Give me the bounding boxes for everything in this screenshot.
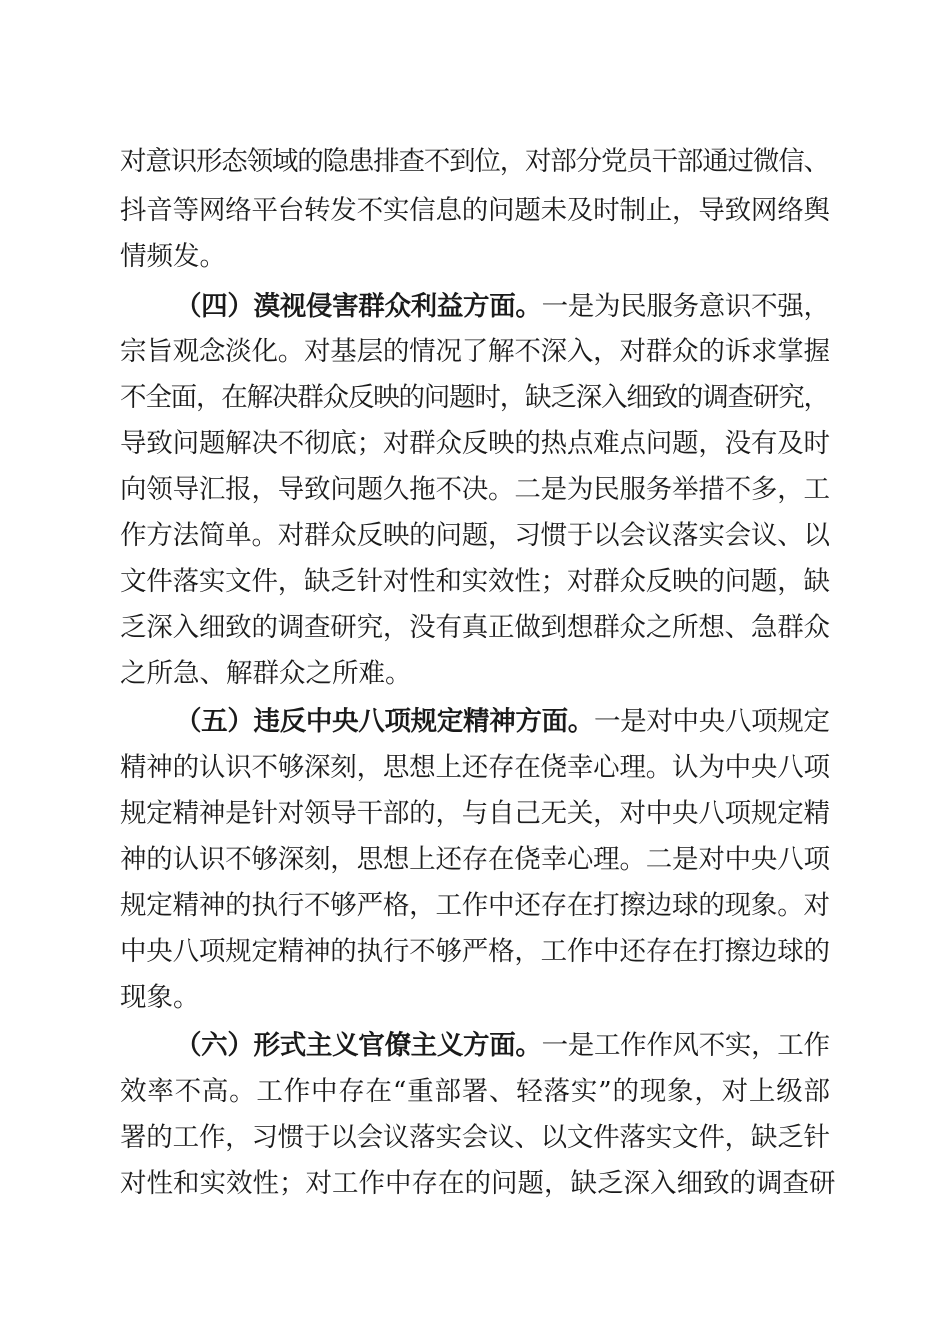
text-line xyxy=(120,378,829,418)
text-line xyxy=(120,932,830,972)
text-line xyxy=(120,332,830,372)
text-line xyxy=(120,191,830,231)
text-line xyxy=(120,886,830,926)
text-segment: 对意识形态领域的隐患排查不到位，对部分党员干部通过微信、 xyxy=(120,146,829,177)
section-heading: （四）漠视侵害群众利益方面。 xyxy=(175,291,542,322)
text-line xyxy=(175,287,830,327)
text-segment: 精神的认识不够深刻，思想上还存在侥幸心理。认为中央八项 xyxy=(120,752,830,783)
text-segment: 乏深入细致的调查研究，没有真正做到想群众之所想、急群众 xyxy=(120,612,830,643)
text-segment: 规定精神的执行不够严格，工作中还存在打擦边球的现象。对 xyxy=(120,890,830,921)
text-segment: 一是工作作风不实，工作 xyxy=(541,1030,830,1061)
text-line xyxy=(120,562,830,602)
text-line xyxy=(120,1072,831,1112)
text-line xyxy=(120,978,200,1018)
text-segment: 神的认识不够深刻，思想上还存在侥幸心理。二是对中央八项 xyxy=(120,844,830,875)
text-line xyxy=(120,470,830,510)
text-line xyxy=(175,702,830,742)
text-segment: 作方法简单。对群众反映的问题，习惯于以会议落实会议、以 xyxy=(120,520,830,551)
text-line xyxy=(120,654,412,694)
text-line xyxy=(175,1026,830,1066)
text-line xyxy=(120,1118,830,1158)
text-segment: 对性和实效性；对工作中存在的问题，缺乏深入细致的调查研 xyxy=(120,1168,836,1199)
text-segment: 文件落实文件，缺乏针对性和实效性；对群众反映的问题，缺 xyxy=(120,566,830,597)
text-segment: 效率不高。工作中存在“重部署、轻落实”的现象，对上级部 xyxy=(120,1076,831,1107)
text-line xyxy=(120,1164,836,1204)
text-line xyxy=(120,142,829,182)
text-segment: 向领导汇报，导致问题久拖不决。二是为民服务举措不多，工 xyxy=(120,474,830,505)
text-line xyxy=(120,608,830,648)
text-segment: 规定精神是针对领导干部的，与自己无关，对中央八项规定精 xyxy=(120,798,830,829)
text-line xyxy=(120,424,830,464)
text-segment: 署的工作，习惯于以会议落实会议、以文件落实文件，缺乏针 xyxy=(120,1122,830,1153)
section-heading: （六）形式主义官僚主义方面。 xyxy=(175,1030,542,1061)
text-segment: 一是为民服务意识不强， xyxy=(541,291,830,322)
text-segment: 中央八项规定精神的执行不够严格，工作中还存在打擦边球的 xyxy=(120,936,830,967)
text-segment: 不全面，在解决群众反映的问题时，缺乏深入细致的调查研究， xyxy=(120,382,829,413)
text-line xyxy=(120,794,830,834)
section-heading: （五）违反中央八项规定精神方面。 xyxy=(175,706,594,737)
text-segment: 导致问题解决不彻底；对群众反映的热点难点问题，没有及时 xyxy=(120,428,830,459)
text-segment: 之所急、解群众之所难。 xyxy=(120,658,412,689)
text-line xyxy=(120,237,226,277)
text-segment: 一是对中央八项规定 xyxy=(594,706,830,737)
text-segment: 现象。 xyxy=(120,982,200,1013)
text-line xyxy=(120,748,830,788)
text-segment: 情频发。 xyxy=(120,241,226,272)
text-line xyxy=(120,840,830,880)
text-segment: 宗旨观念淡化。对基层的情况了解不深入，对群众的诉求掌握 xyxy=(120,336,830,367)
text-line xyxy=(120,516,830,556)
text-segment: 抖音等网络平台转发不实信息的问题未及时制止，导致网络舆 xyxy=(120,195,830,226)
